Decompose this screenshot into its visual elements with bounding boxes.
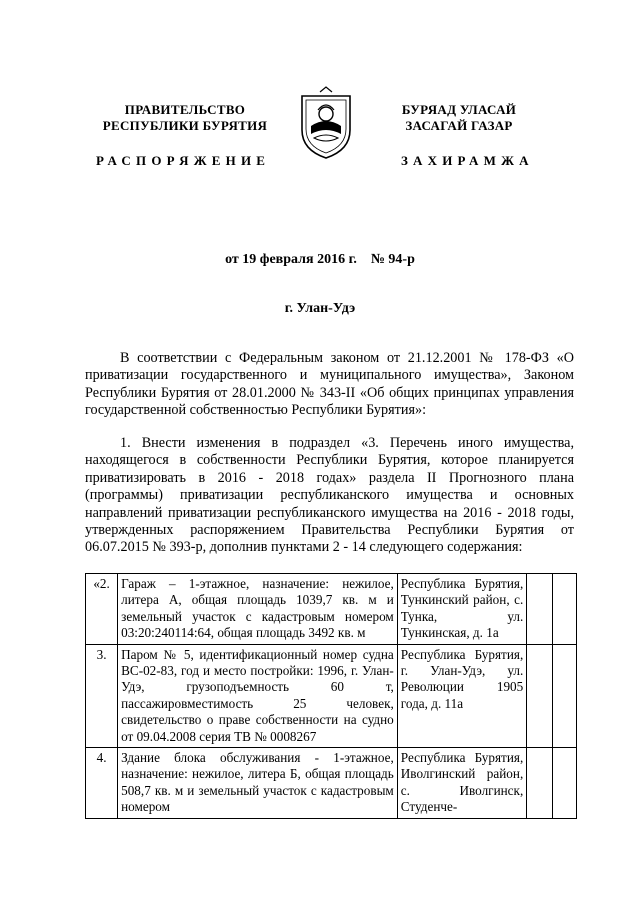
property-description: Паром № 5, идентификационный номер судна ВС-02-83, год и место постройки: 1996, г. Улан-Удэ, грузоподъемность 60 т, пассажировместимость 25 человек, свидетельство о праве собственности на судно от 09.04.2008 серия ТВ № 0008267 [118,644,398,747]
row-number: 4. [86,748,118,819]
empty-cell [553,644,577,747]
coat-of-arms-icon [296,86,356,160]
empty-cell [527,574,553,645]
city: г. Улан-Удэ [284,301,356,316]
table-row [86,644,577,747]
property-table [85,573,577,819]
property-location: Республика Бурятия, Тункинский район, с. Тунка, ул. Тункинская, д. 1а [397,574,526,645]
property-location: Республика Бурятия, г. Улан-Удэ, ул. Революции 1905 года, д. 11а [397,644,526,747]
empty-cell [527,748,553,819]
property-description: Здание блока обслуживания - 1-этажное, назначение: нежилое, литера Б, общая площадь 508,7 кв. м и земельный участок с кадастровым номером [118,748,398,819]
table-row [86,574,577,645]
government-name-russian [100,102,270,134]
property-description: Гараж – 1-этажное, назначение: нежилое, литера А, общая площадь 1039,7 кв. м и земельный участок с кадастровым номером 03:20:240114:64, общая площадь 3492 кв. м [118,574,398,645]
empty-cell [553,748,577,819]
empty-cell [553,574,577,645]
header-left-line2: РЕСПУБЛИКИ БУРЯТИЯ [102,118,268,133]
page-bottom-margin [0,828,640,905]
government-name-buryat [374,102,544,134]
header-left-line1: ПРАВИТЕЛЬСТВО [124,102,246,117]
document-type-russian: РАСПОРЯЖЕНИЕ [96,153,271,168]
header-right-line2: ЗАСАГАЙ ГАЗАР [405,118,513,133]
item-1-paragraph: 1. Внести изменения в подраздел «3. Перечень иного имущества, находящегося в собственности Республики Бурятия, которое планируется приватизировать в 2016 - 2018 годах» раздела II Прогнозного плана (программы) приватизации республиканского имущества и основных направлений приватизации республиканского имущества на 2016 - 2018 годы, утвержденных распоряжением Правительства Республики Бурятия от 06.07.2015 № 393-р, дополнив пунктами 2 - 14 следующего содержания: [85,435,574,556]
property-location: Республика Бурятия, Иволгинский район, с. Иволгинск, Студенче- [397,748,526,819]
date-and-number: от 19 февраля 2016 г. № 94-р [225,252,415,267]
header-right-line1: БУРЯАД УЛАСАЙ [401,102,517,117]
document-type-buryat: ЗАХИРАМЖА [401,153,534,168]
row-number: 3. [86,644,118,747]
preamble-paragraph: В соответствии с Федеральным законом от 21.12.2001 № 178-ФЗ «О приватизации государственного и муниципального имущества», Законом Республики Бурятия от 28.01.2000 № 343-II «Об общих принципах управления государственной собственностью Республики Бурятия»: [85,350,574,419]
empty-cell [527,644,553,747]
row-number: «2. [86,574,118,645]
table-row [86,748,577,819]
